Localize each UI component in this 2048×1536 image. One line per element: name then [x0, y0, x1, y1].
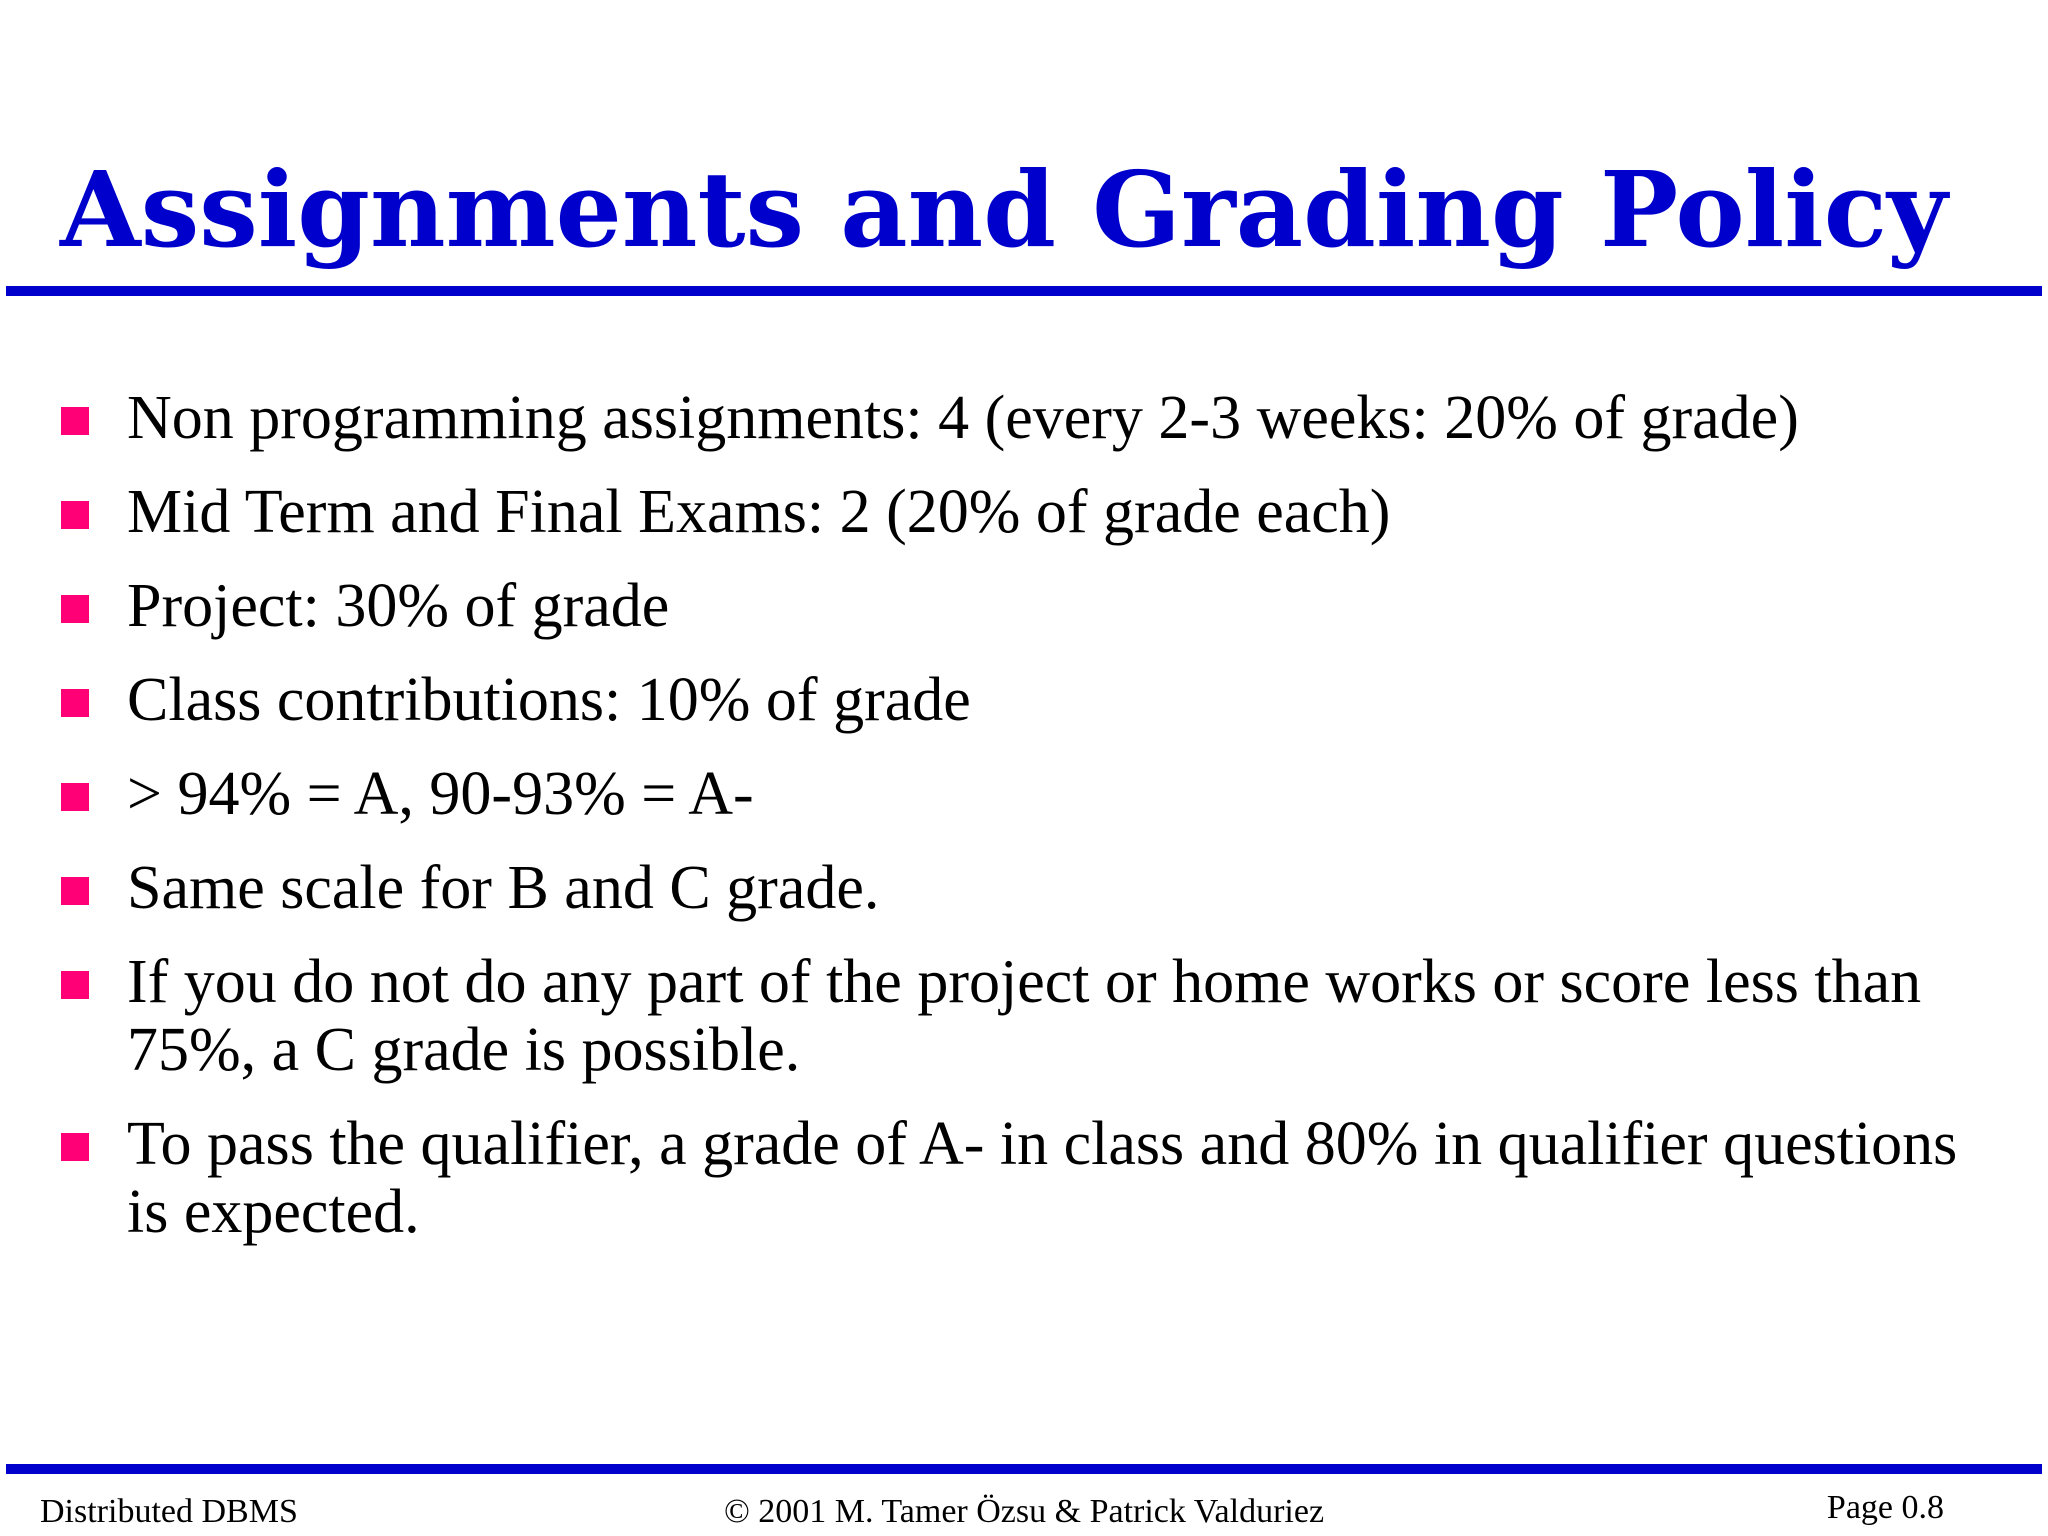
bullet-item: [0, 1110, 2048, 1246]
title-divider: [6, 286, 2042, 296]
bullet-item: [0, 384, 2048, 452]
square-bullet-icon: [61, 783, 89, 811]
slide-title: Assignments and Grading Policy: [60, 148, 1948, 271]
bullet-item: [0, 666, 2048, 734]
bullet-text: > 94% = A, 90-93% = A-: [127, 760, 754, 828]
bullet-text: Project: 30% of grade: [127, 572, 670, 640]
footer-course-name: Distributed DBMS: [40, 1493, 298, 1530]
square-bullet-icon: [61, 501, 89, 529]
square-bullet-icon: [61, 1133, 89, 1161]
footer-copyright: © 2001 M. Tamer Özsu & Patrick Valduriez: [723, 1493, 1325, 1530]
bullet-text: To pass the qualifier, a grade of A- in class and 80% in qualifier questions is expected.: [127, 1110, 1958, 1246]
bullet-list: [0, 384, 2048, 1272]
bullet-text: Non programming assignments: 4 (every 2-3 weeks: 20% of grade): [127, 384, 1799, 452]
square-bullet-icon: [61, 407, 89, 435]
bullet-item: [0, 854, 2048, 922]
footer-divider: [6, 1464, 2042, 1474]
bullet-text: Class contributions: 10% of grade: [127, 666, 971, 734]
bullet-item: [0, 478, 2048, 546]
bullet-item: [0, 948, 2048, 1084]
footer-page-number: Page 0.8: [1826, 1489, 1944, 1526]
square-bullet-icon: [61, 595, 89, 623]
square-bullet-icon: [61, 971, 89, 999]
square-bullet-icon: [61, 689, 89, 717]
square-bullet-icon: [61, 877, 89, 905]
bullet-item: [0, 760, 2048, 828]
bullet-text: Same scale for B and C grade.: [127, 854, 880, 922]
bullet-text: Mid Term and Final Exams: 2 (20% of grade each): [127, 478, 1391, 546]
bullet-text: If you do not do any part of the project or home works or score less than 75%, a C grade is possible.: [127, 948, 1922, 1084]
bullet-item: [0, 572, 2048, 640]
